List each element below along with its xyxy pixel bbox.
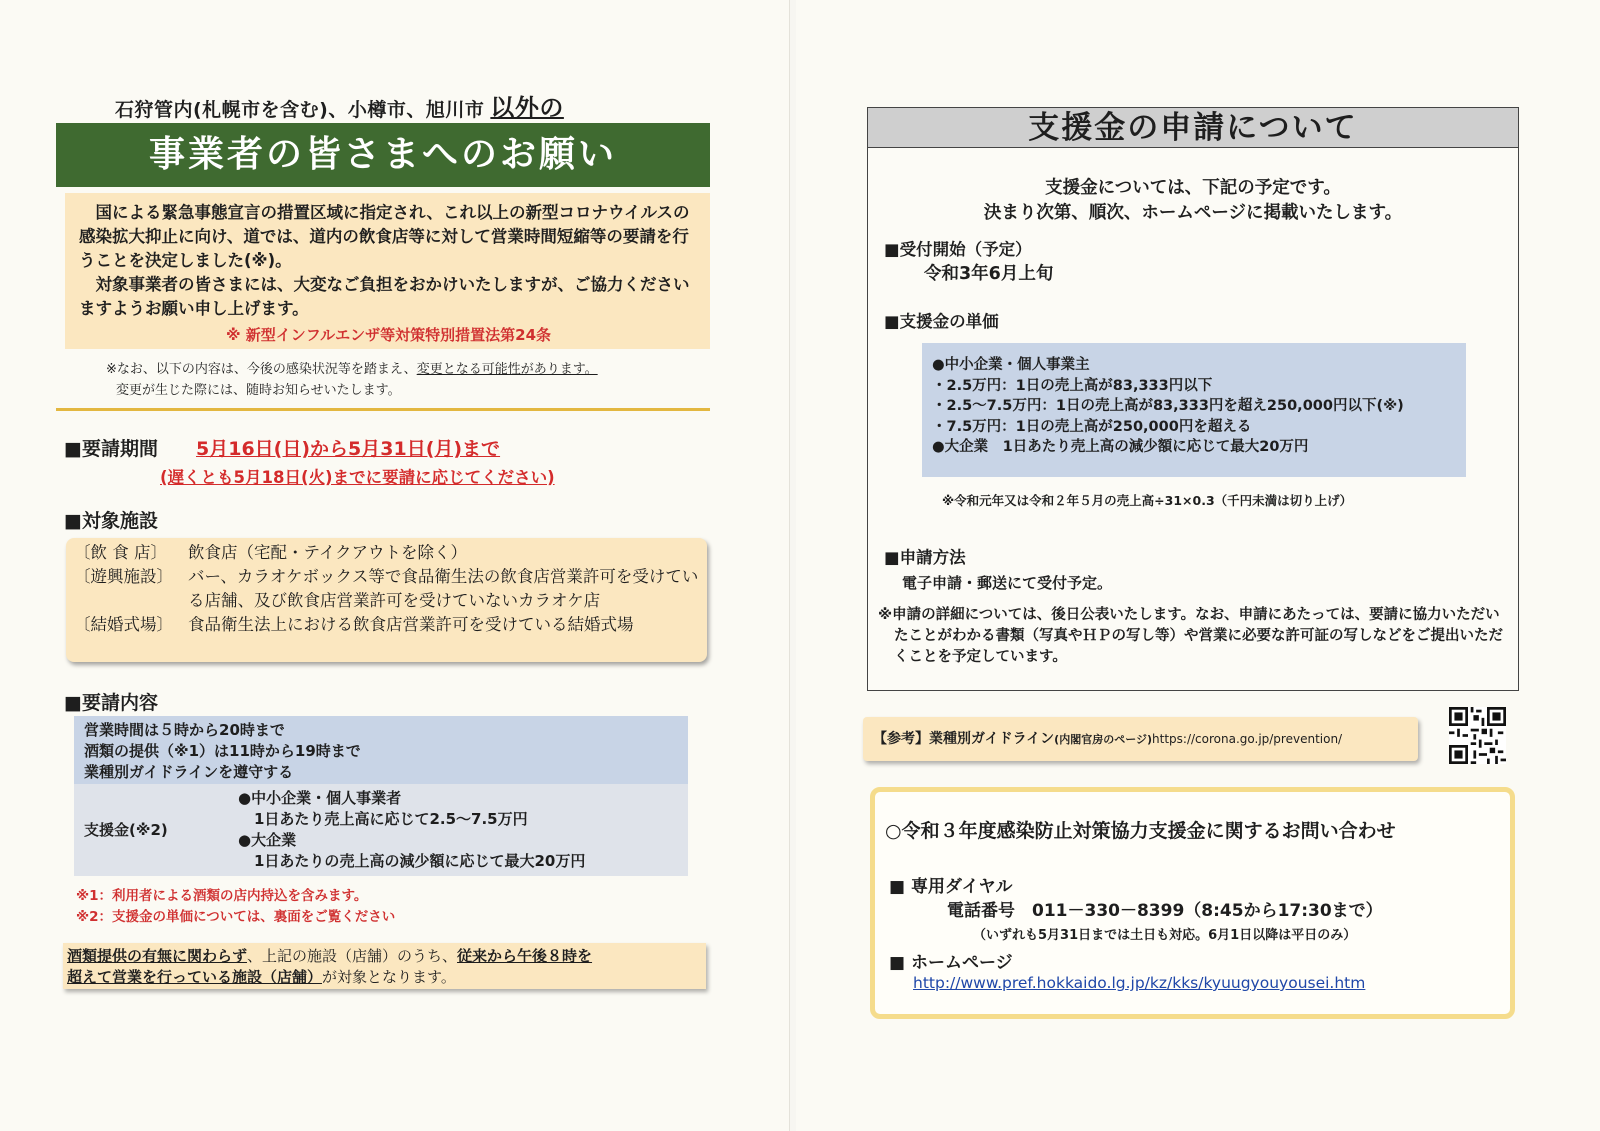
contact-box <box>870 787 1515 1019</box>
request-content-table <box>74 716 688 876</box>
reference-text: 業種別ガイドライン <box>929 731 1055 747</box>
change-note-underlined: 変更となる可能性があります。 <box>416 362 598 377</box>
unit-line: ・2.5～7.5万円：1日の売上高が83,333円を超え250,000円以下(※) <box>932 398 1404 414</box>
target-area-emphasis: 以外の <box>490 94 564 122</box>
page-title-banner: 事業者の皆さまへのお願い <box>56 123 710 187</box>
application-intro-line: 支援金については、下記の予定です。 <box>1045 178 1341 198</box>
facility-row <box>74 613 707 637</box>
facility-label: 〔結婚式場〕 <box>74 615 173 634</box>
request-conditions <box>74 716 688 784</box>
unit-line: ●大企業 1日あたり売上高の減少額に応じて最大20万円 <box>932 439 1309 455</box>
law-reference: ※ 新型インフルエンザ等対策特別措置法第24条 <box>225 326 552 344</box>
unit-line: ●中小企業・個人事業主 <box>932 357 1090 373</box>
support-line: 1日あたり売上高に応じて2.5～7.5万円 <box>254 810 528 828</box>
eligibility-text: が対象となります。 <box>322 968 456 986</box>
reference-source: (内閣官房のページ) <box>1054 733 1153 746</box>
phone-line: 電話番号 011－330－8399（8:45から17:30まで） <box>947 901 1383 921</box>
eligibility-text: 、上記の施設（店舗）のうち、 <box>247 947 458 965</box>
method-value: 電子申請・郵送にて受付予定。 <box>902 574 1113 592</box>
left-page <box>0 0 790 1131</box>
homepage-link[interactable]: http://www.pref.hokkaido.lg.jp/kz/kks/kyuugyouyousei.htm <box>913 974 1366 992</box>
reference-url[interactable]: https://corona.go.jp/prevention/ <box>1152 732 1343 746</box>
divider <box>56 408 710 411</box>
method-heading: ■申請方法 <box>884 548 966 567</box>
facility-label: 〔飲 食 店〕 <box>74 543 167 562</box>
footnote-2: ※2：支援金の単価については、裏面をご覧ください <box>76 909 396 925</box>
support-line: ●大企業 <box>238 831 297 849</box>
support-line: 1日あたりの売上高の減少額に応じて最大20万円 <box>254 852 586 870</box>
intro-box <box>65 193 710 349</box>
phone-hours-note: （いずれも5月31日までは土日も対応。6月1日以降は平日のみ） <box>973 928 1357 943</box>
qr-code-icon[interactable] <box>1449 707 1506 764</box>
facilities-box <box>66 538 707 662</box>
start-heading: ■受付開始（予定） <box>884 240 1032 259</box>
facility-text: バー、カラオケボックス等で食品衛生法の飲食店営業許可を受けている店舗、及び飲食店営業許可を受けていないカラオケ店 <box>188 567 699 610</box>
support-row <box>74 784 688 876</box>
support-details <box>238 788 688 872</box>
facility-row <box>74 541 707 565</box>
application-title: 支援金の申請について <box>868 108 1518 148</box>
request-line: 酒類の提供（※1）は11時から19時まで <box>84 742 361 760</box>
unit-line: ・2.5万円：1日の売上高が83,333円以下 <box>932 377 1213 394</box>
change-note-text: ※なお、以下の内容は、今後の感染状況等を踏まえ、 <box>106 362 417 377</box>
application-frame <box>867 107 1519 691</box>
target-facilities-heading: ■対象施設 <box>64 510 158 532</box>
facility-text: 飲食店（宅配・テイクアウトを除く） <box>188 543 468 562</box>
contact-title: ○令和３年度感染防止対策協力支援金に関するお問い合わせ <box>885 820 1396 842</box>
footnote-1: ※1：利用者による酒類の店内持込を含みます。 <box>76 888 368 904</box>
target-area-text: 石狩管内(札幌市を含む)、小樽市、旭川市 <box>115 99 485 121</box>
target-area-header <box>115 88 564 123</box>
facility-text: 食品衛生法上における飲食店営業許可を受けている結婚式場 <box>188 615 634 634</box>
intro-paragraph-2: 対象事業者の皆さまには、大変なご負担をおかけいたしますが、ご協力くださいますようお願い申し上げます。 <box>79 275 690 318</box>
change-note <box>106 359 598 401</box>
application-intro-line: 決まり次第、順次、ホームページに掲載いたします。 <box>983 203 1403 223</box>
eligibility-emphasis: 酒類提供の有無に関わらず <box>67 947 248 965</box>
unit-price-heading: ■支援金の単価 <box>884 312 999 331</box>
support-line: ●中小企業・個人事業者 <box>238 789 402 807</box>
unit-price-box <box>922 343 1466 477</box>
unit-line: ・7.5万円：1日の売上高が250,000円を超える <box>932 418 1252 435</box>
homepage-heading: ■ ホームページ <box>889 953 1013 973</box>
eligibility-box <box>63 943 706 989</box>
request-line: 業種別ガイドラインを遵守する <box>84 763 294 781</box>
application-intro <box>868 176 1518 226</box>
reference-box <box>863 717 1418 761</box>
request-line: 営業時間は５時から20時まで <box>84 721 285 739</box>
request-content-heading: ■要請内容 <box>64 692 158 714</box>
request-period-heading: ■要請期間 <box>64 438 158 460</box>
request-period-value: 5月16日(日)から5月31日(月)まで <box>196 438 501 460</box>
right-page <box>796 0 1600 1131</box>
eligibility-emphasis: 従来から午後８時を <box>457 947 593 965</box>
application-detail-note: ※申請の詳細については、後日公表いたします。なお、申請にあたっては、要請に協力いただいたことがわかる書類（写真やＨＰの写し等）や営業に必要な許可証の写しなどをご提出いただくことを予定しています。 <box>878 607 1503 665</box>
support-label: 支援金(※2) <box>84 820 168 839</box>
start-value: 令和3年6月上旬 <box>924 264 1054 284</box>
request-footnotes <box>76 886 395 928</box>
intro-paragraph-1: 国による緊急事態宣言の措置区域に指定され、これ以上の新型コロナウイルスの感染拡大抑止に向け、道では、道内の飲食店等に対して営業時間短縮等の要請を行うことを決定しました(※)。 <box>79 203 690 270</box>
reference-label: 【参考】 <box>873 731 929 747</box>
change-note-line-2: 変更が生じた際には、随時お知らせいたします。 <box>116 383 401 398</box>
dial-heading: ■ 専用ダイヤル <box>889 877 1013 897</box>
unit-footnote: ※令和元年又は令和２年５月の売上高÷31×0.3（千円未満は切り上げ） <box>942 493 1353 508</box>
facility-label: 〔遊興施設〕 <box>74 567 173 586</box>
request-period-deadline: (遅くとも5月18日(火)までに要請に応じてください) <box>160 468 555 487</box>
facility-row <box>74 565 707 613</box>
eligibility-emphasis: 超えて営業を行っている施設（店舗） <box>67 968 323 986</box>
